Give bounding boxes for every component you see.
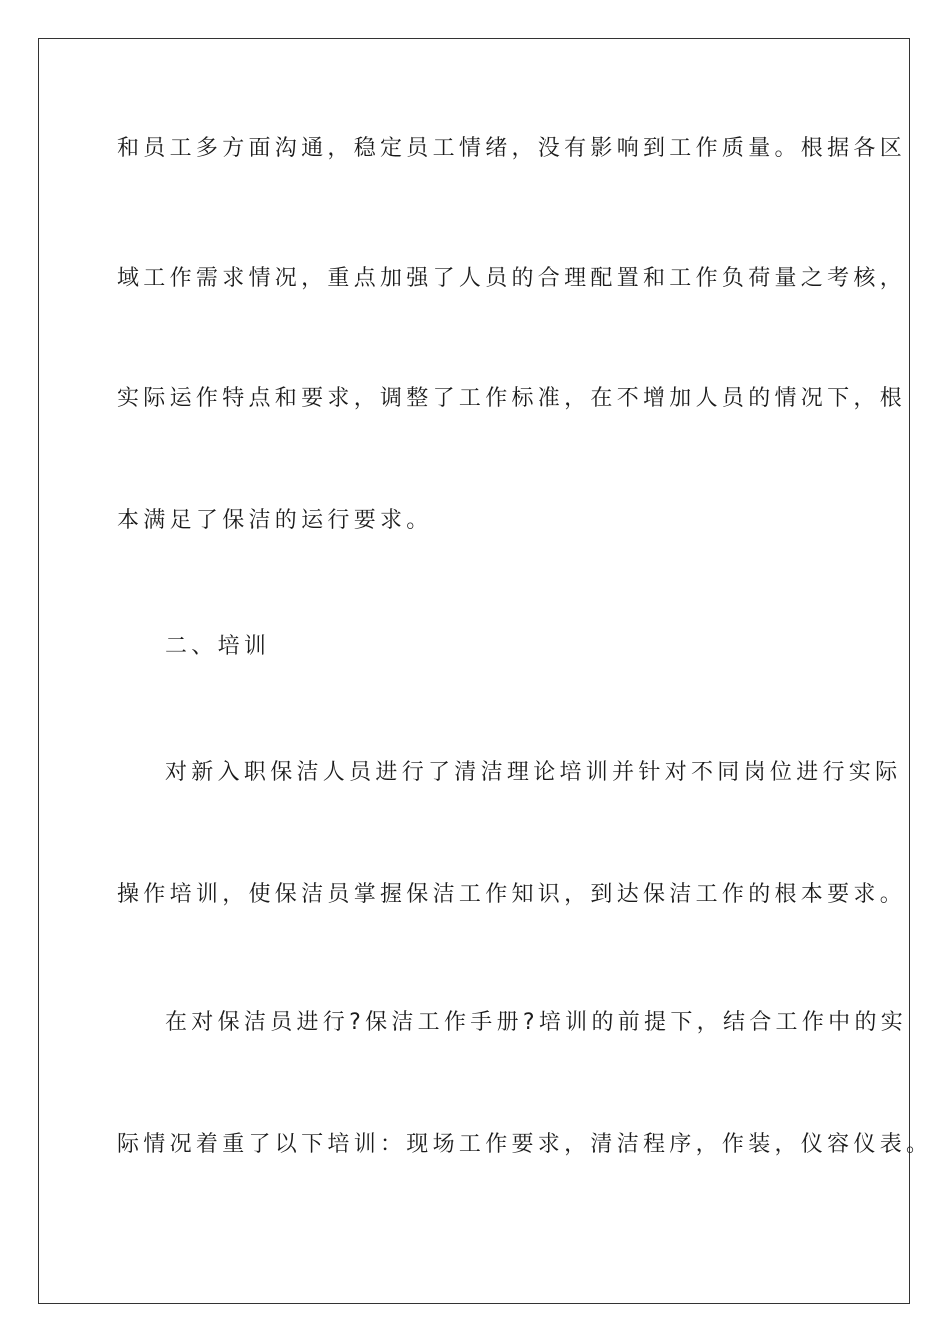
paragraph-line: 际情况着重了以下培训：现场工作要求，清洁程序，作装，仪容仪表。 bbox=[117, 1132, 933, 1157]
paragraph-line: 实际运作特点和要求，调整了工作标准，在不增加人员的情况下，根 bbox=[117, 386, 907, 411]
paragraph-line: 本满足了保洁的运行要求。 bbox=[117, 508, 433, 533]
paragraph-line: 在对保洁员进行?保洁工作手册?培训的前提下，结合工作中的实 bbox=[165, 1010, 908, 1035]
paragraph-line: 对新入职保洁人员进行了清洁理论培训并针对不同岗位进行实际 bbox=[165, 760, 902, 785]
section-heading: 二、培训 bbox=[165, 634, 271, 659]
paragraph-line: 域工作需求情况，重点加强了人员的合理配置和工作负荷量之考核， bbox=[117, 266, 907, 291]
paragraph-line: 操作培训，使保洁员掌握保洁工作知识，到达保洁工作的根本要求。 bbox=[117, 882, 907, 907]
paragraph-line: 和员工多方面沟通，稳定员工情绪，没有影响到工作质量。根据各区 bbox=[117, 136, 907, 161]
page-border bbox=[38, 38, 910, 1304]
